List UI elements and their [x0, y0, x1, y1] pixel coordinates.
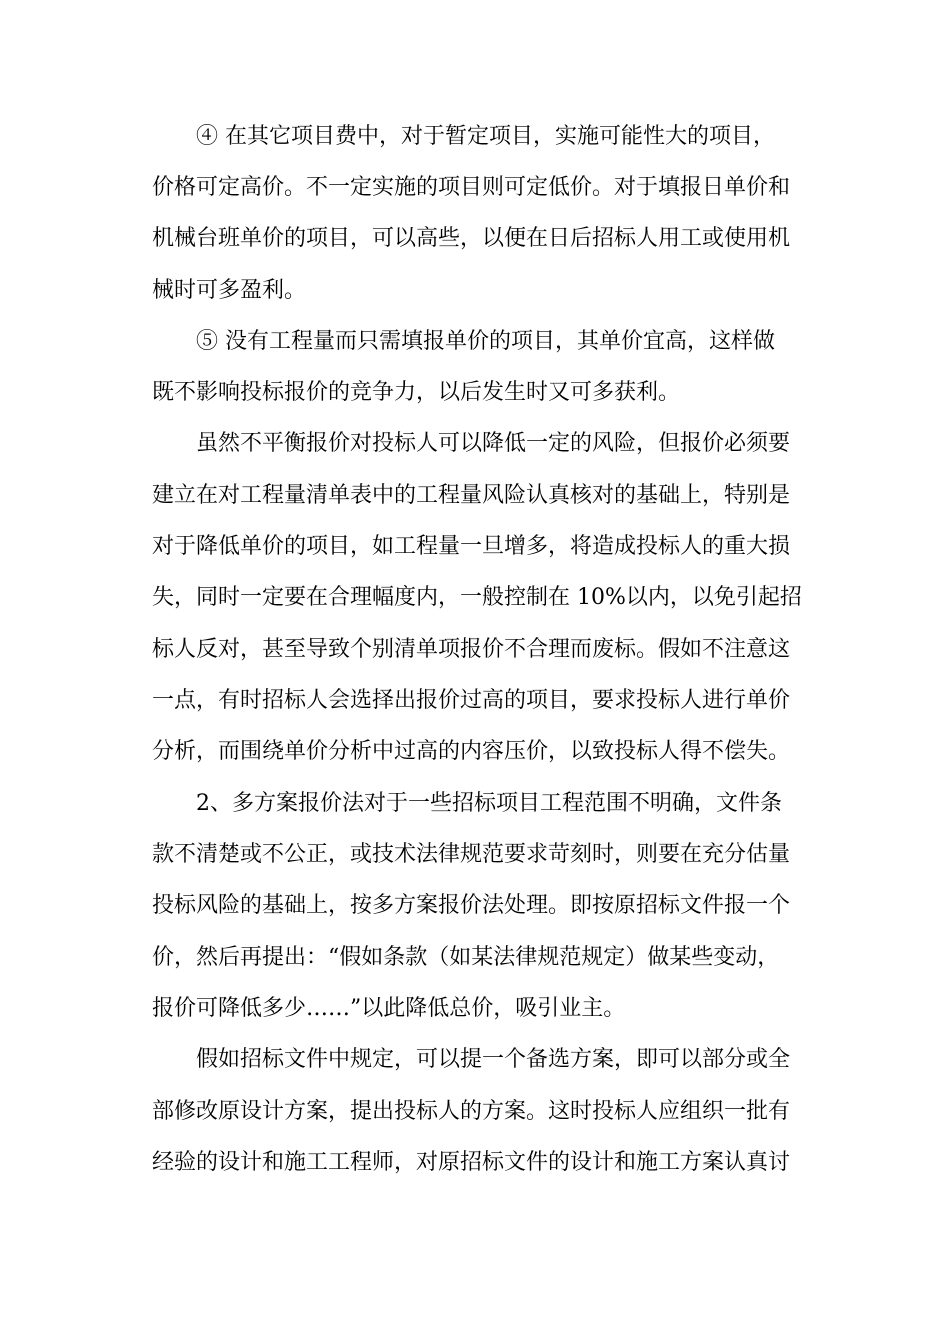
text-line: 假如招标文件中规定，可以提一个备选方案，即可以部分或全	[196, 1047, 791, 1072]
text-line: 既不影响投标报价的竞争力，以后发生时又可多获利。	[152, 380, 681, 405]
text-line: 建立在对工程量清单表中的工程量风险认真核对的基础上，特别是	[152, 483, 791, 508]
text-line: 报价可降低多少……”以此降低总价，吸引业主。	[152, 996, 626, 1021]
text-line: 械时可多盈利。	[152, 278, 307, 303]
text-line: 分析，而围绕单价分析中过高的内容压价，以致投标人得不偿失。	[152, 739, 791, 764]
text-line: 一点，有时招标人会选择出报价过高的项目，要求投标人进行单价	[152, 688, 791, 713]
text-line: ⑤ 没有工程量而只需填报单价的项目，其单价宜高，这样做	[196, 329, 775, 354]
text-line: 机械台班单价的项目，可以高些，以便在日后招标人用工或使用机	[152, 226, 791, 251]
text-line: 对于降低单价的项目，如工程量一旦增多，将造成投标人的重大损	[152, 534, 791, 559]
text-line: 标人反对，甚至导致个别清单项报价不合理而废标。假如不注意这	[152, 637, 791, 662]
text-line: 价格可定高价。不一定实施的项目则可定低价。对于填报日单价和	[152, 175, 791, 200]
text-line: 部修改原设计方案，提出投标人的方案。这时投标人应组织一批有	[152, 1099, 791, 1124]
text-line: 虽然不平衡报价对投标人可以降低一定的风险，但报价必须要	[196, 431, 791, 456]
text-line: 失，同时一定要在合理幅度内，一般控制在 10%以内，以免引起招	[152, 585, 802, 610]
text-line: 款不清楚或不公正，或技术法律规范要求苛刻时，则要在充分估量	[152, 842, 791, 867]
text-line: 价，然后再提出：“假如条款（如某法律规范规定）做某些变动，	[152, 945, 780, 970]
text-line: 2、多方案报价法对于一些招标项目工程范围不明确，文件条	[196, 791, 782, 816]
text-line: 投标风险的基础上，按多方案报价法处理。即按原招标文件报一个	[152, 893, 791, 918]
text-line: ④ 在其它项目费中，对于暂定项目，实施可能性大的项目，	[196, 124, 775, 149]
text-line: 经验的设计和施工工程师，对原招标文件的设计和施工方案认真讨	[152, 1150, 791, 1175]
